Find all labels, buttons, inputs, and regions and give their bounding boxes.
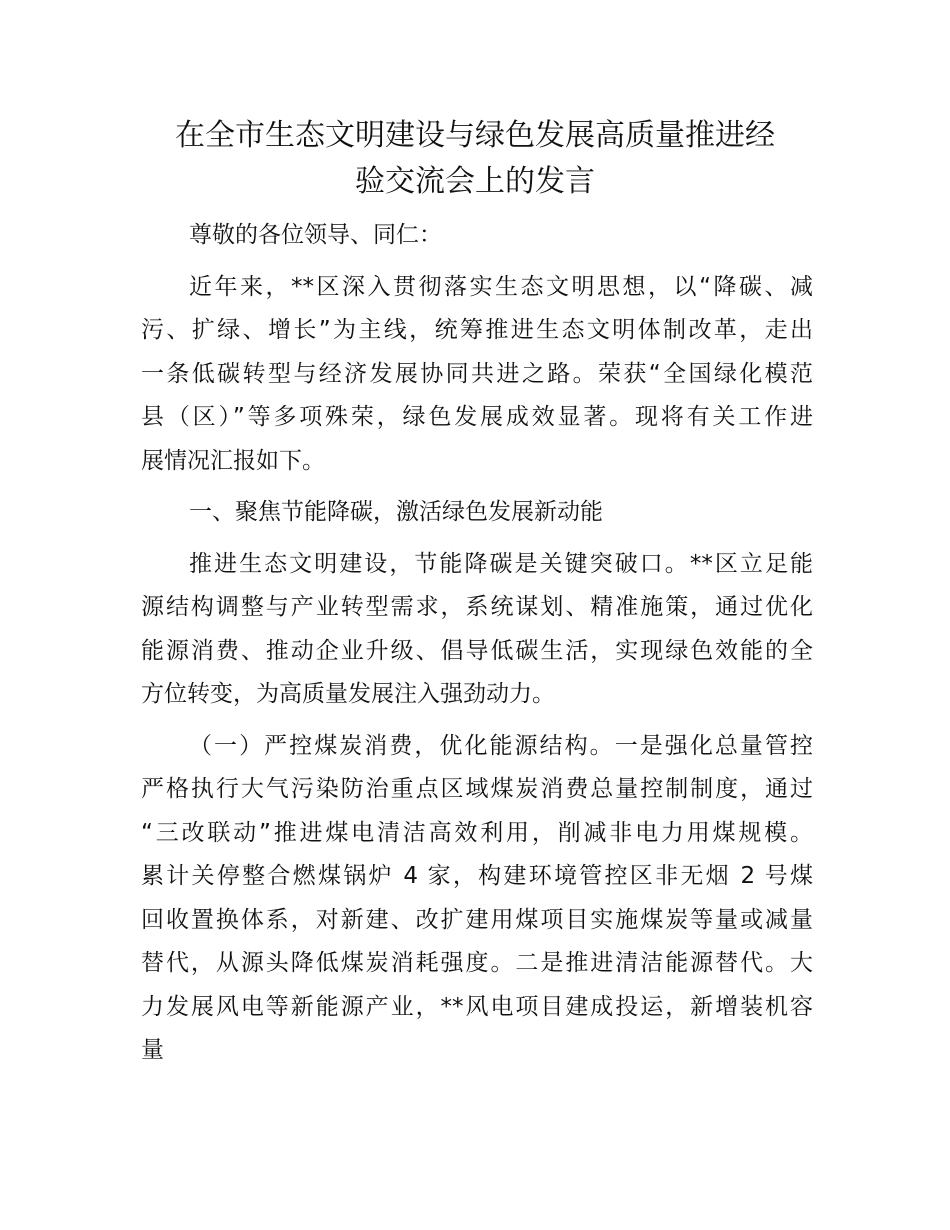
title-line-2: 验交流会上的发言: [355, 164, 595, 199]
paragraph-line: 力发展风电等新能源产业，**风电项目建成投运，新增装机容: [141, 993, 813, 1020]
intro-paragraph: [141, 266, 813, 484]
section-1-heading-block: [141, 491, 813, 535]
document-title: [140, 113, 810, 205]
paragraph-line: 一条低碳转型与经济发展协同共进之路。荣获“全国绿化模范: [141, 360, 813, 387]
paragraph-line: （一）严控煤炭消费，优化能源结构。一是强化总量管控: [189, 732, 813, 759]
paragraph-line: 替代，从源头降低煤炭消耗强度。二是推进清洁能源替代。大: [141, 950, 813, 976]
subsection-1-paragraph: [141, 725, 813, 1073]
paragraph-line: “三改联动”推进煤电清洁高效利用，削减非电力用煤规模。: [141, 819, 813, 846]
section-1-paragraph: [141, 543, 813, 717]
paragraph-line: 累计关停整合燃煤锅炉 4 家，构建环境管控区非无烟 2 号煤: [141, 863, 813, 889]
salutation-paragraph: [141, 214, 813, 258]
paragraph-line: 量: [141, 1037, 164, 1063]
paragraph-line: 能源消费、推动企业升级、倡导低碳生活，实现绿色效能的全: [141, 637, 813, 664]
paragraph-line: 回收置换体系，对新建、改扩建用煤项目实施煤炭等量或减量: [141, 906, 813, 933]
document-body: [141, 214, 813, 1081]
paragraph-line: 展情况汇报如下。: [141, 447, 325, 474]
section-heading: 一、聚焦节能降碳，激活绿色发展新动能: [189, 499, 603, 525]
paragraph-line: 污、扩绿、增长”为主线，统筹推进生态文明体制改革，走出: [141, 317, 813, 343]
paragraph-line: 县（区）”等多项殊荣，绿色发展成效显著。现将有关工作进: [141, 404, 813, 430]
salutation: 尊敬的各位领导、同仁：: [189, 222, 442, 248]
paragraph-line: 严格执行大气污染防治重点区域煤炭消费总量控制制度，通过: [141, 776, 813, 802]
title-line-1: 在全市生态文明建设与绿色发展高质量推进经: [175, 118, 775, 153]
paragraph-line: 近年来，**区深入贯彻落实生态文明思想，以“降碳、减: [189, 273, 813, 300]
paragraph-line: 推进生态文明建设，节能降碳是关键突破口。**区立足能: [189, 550, 813, 577]
paragraph-line: 源结构调整与产业转型需求，系统谋划、精准施策，通过优化: [141, 594, 813, 620]
paragraph-line: 方位转变，为高质量发展注入强劲动力。: [141, 681, 555, 707]
